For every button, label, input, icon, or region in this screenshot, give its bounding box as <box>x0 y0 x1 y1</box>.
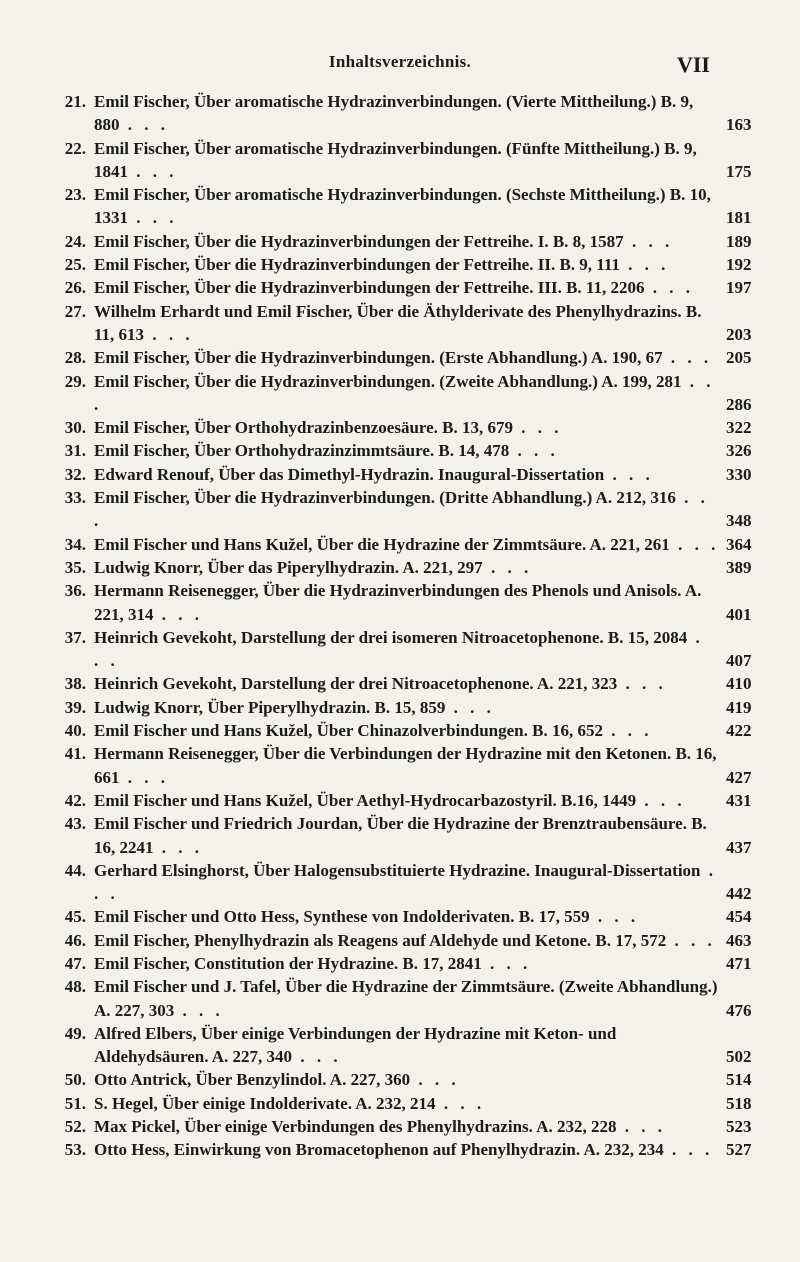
toc-entry <box>40 1022 752 1069</box>
entry-page: 471 <box>726 953 752 973</box>
entry-page: 330 <box>726 464 752 484</box>
entry-number: 43. <box>64 814 86 834</box>
entry-page: 163 <box>726 115 752 135</box>
leader-dots: . . . <box>589 907 640 927</box>
entry-title: Gerhard Elsinghorst, Über Halogensubstituierte Hydrazine. Inaugural-Dissertation <box>94 860 701 880</box>
entry-title: Emil Fischer, Phenylhydrazin als Reagens auf Aldehyde und Ketone. B. 17, 572 <box>94 930 667 950</box>
entry-number: 52. <box>64 1117 86 1137</box>
leader-dots: . . . <box>174 1000 224 1020</box>
leader-dots: . . . <box>617 674 667 694</box>
entry-page: 197 <box>726 278 752 298</box>
entry-page: 364 <box>726 534 752 554</box>
entry-page: 286 <box>726 394 752 414</box>
entry-page: 514 <box>726 1070 752 1090</box>
entry-body <box>94 719 752 742</box>
entry-body <box>94 276 752 299</box>
entry-title: Ludwig Knorr, Über das Piperylhydrazin. A. 221, 297 <box>94 557 483 577</box>
entry-number: 41. <box>64 744 86 764</box>
entry-title: Emil Fischer und Hans Kužel, Über die Hydrazine der Zimmtsäure. A. 221, 261 <box>94 534 670 554</box>
entry-title: Emil Fischer, Über Orthohydrazinbenzoesäure. B. 13, 679 <box>94 418 514 438</box>
toc-entry <box>40 463 752 486</box>
toc-entry <box>40 859 752 906</box>
entry-title: Emil Fischer und J. Tafel, Über die Hydrazine der Zimmtsäure. (Zweite Abhandlung.) A. 227, 303 <box>94 977 718 1020</box>
entry-title: Emil Fischer, Über die Hydrazinverbindungen der Fettreihe. I. B. 8, 1587 <box>94 231 624 251</box>
entry-page: 203 <box>726 324 752 344</box>
toc-entry <box>40 579 752 626</box>
entry-body <box>94 416 752 439</box>
entry-page: 427 <box>726 767 752 787</box>
entry-number: 29. <box>64 371 86 391</box>
entry-title: Emil Fischer, Über die Hydrazinverbindungen. (Erste Abhandlung.) A. 190, 67 <box>94 348 663 368</box>
leader-dots: . . . <box>153 604 203 624</box>
entry-page: 454 <box>726 907 752 927</box>
entry-number: 44. <box>64 860 86 880</box>
leader-dots: . . . <box>513 418 563 438</box>
leader-dots: . . . <box>662 348 713 368</box>
leader-dots: . . . <box>153 837 203 857</box>
toc-entry <box>40 789 752 812</box>
entry-body <box>94 439 752 462</box>
entry-body <box>94 905 752 928</box>
entry-number: 36. <box>64 581 86 601</box>
entry-body <box>94 672 752 695</box>
entry-body <box>94 137 752 184</box>
entry-number: 47. <box>64 953 86 973</box>
entry-body <box>94 300 752 347</box>
leader-dots: . . . <box>604 464 654 484</box>
toc-entry <box>40 183 752 230</box>
leader-dots: . . . <box>509 441 559 461</box>
entry-page: 422 <box>726 721 752 741</box>
entry-body <box>94 1092 752 1115</box>
leader-dots: . . . <box>94 860 717 904</box>
toc-entry <box>40 952 752 975</box>
table-of-contents <box>40 90 752 1162</box>
toc-entry <box>40 533 752 556</box>
entry-page: 527 <box>726 1140 752 1160</box>
leader-dots: . . . <box>119 115 169 135</box>
toc-entry <box>40 370 752 417</box>
entry-title: Hermann Reisenegger, Über die Verbindungen der Hydrazine mit den Ketonen. B. 16, 661 <box>94 744 717 787</box>
leader-dots: . . . <box>128 208 178 228</box>
entry-title: Heinrich Gevekoht, Darstellung der drei Nitroacetophenone. A. 221, 323 <box>94 674 618 694</box>
running-title: Inhaltsverzeichnis. <box>328 52 472 71</box>
entry-body <box>94 90 752 137</box>
toc-entry <box>40 1138 752 1161</box>
entry-body <box>94 556 752 579</box>
entry-page: 175 <box>726 161 752 181</box>
toc-entry <box>40 742 752 789</box>
toc-entry <box>40 719 752 742</box>
page-header <box>0 52 800 80</box>
entry-page: 181 <box>726 208 752 228</box>
entry-title: Wilhelm Erhardt und Emil Fischer, Über die Äthylderivate des Phenylhydrazins. B. 11, 613 <box>94 301 702 344</box>
entry-page: 476 <box>726 1000 752 1020</box>
entry-number: 45. <box>64 907 86 927</box>
leader-dots: . . . <box>602 721 653 741</box>
entry-title: Ludwig Knorr, Über Piperylhydrazin. B. 15, 859 <box>94 697 446 717</box>
entry-page: 442 <box>726 884 752 904</box>
entry-number: 40. <box>64 721 86 741</box>
toc-entry <box>40 929 752 952</box>
entry-body <box>94 1115 752 1138</box>
leader-dots: . . . <box>445 697 495 717</box>
entry-title: Max Pickel, Über einige Verbindungen des Phenylhydrazins. A. 232, 228 <box>94 1117 617 1137</box>
entry-number: 28. <box>64 348 86 368</box>
entry-page: 401 <box>726 604 752 624</box>
entry-number: 32. <box>64 464 86 484</box>
entry-number: 23. <box>64 185 86 205</box>
page-number: VII <box>676 52 710 77</box>
entry-body <box>94 952 752 975</box>
leader-dots: . . . <box>623 231 674 251</box>
entry-body <box>94 1138 752 1161</box>
entry-body <box>94 626 752 673</box>
entry-number: 53. <box>64 1140 86 1160</box>
toc-entry <box>40 416 752 439</box>
entry-title: Emil Fischer und Hans Kužel, Über Chinazolverbindungen. B. 16, 652 <box>94 721 603 741</box>
entry-page: 431 <box>726 790 752 810</box>
entry-page: 205 <box>726 348 752 368</box>
entry-number: 33. <box>64 488 86 508</box>
toc-entry <box>40 486 752 533</box>
entry-number: 51. <box>64 1093 86 1113</box>
entry-body <box>94 929 752 952</box>
leader-dots: . . . <box>94 488 709 531</box>
entry-body <box>94 463 752 486</box>
entry-number: 35. <box>64 557 86 577</box>
toc-entry <box>40 812 752 859</box>
entry-title: Emil Fischer, Über aromatische Hydrazinverbindungen. (Vierte Mittheilung.) B. 9, 880 <box>94 92 694 135</box>
leader-dots: . . . <box>616 1117 666 1137</box>
entry-number: 27. <box>64 301 86 321</box>
leader-dots: . . . <box>636 790 686 810</box>
entry-body <box>94 346 752 369</box>
entry-title: S. Hegel, Über einige Indolderivate. A. 232, 214 <box>94 1093 436 1113</box>
entry-page: 463 <box>726 930 752 950</box>
entry-title: Edward Renouf, Über das Dimethyl-Hydrazin. Inaugural-Dissertation <box>94 464 605 484</box>
entry-body <box>94 812 752 859</box>
entry-title: Emil Fischer, Über die Hydrazinverbindungen. (Zweite Abhandlung.) A. 199, 281 <box>94 371 682 391</box>
entry-number: 34. <box>64 534 86 554</box>
leader-dots: . . . <box>619 255 670 275</box>
toc-entry <box>40 300 752 347</box>
entry-body <box>94 253 752 276</box>
leader-dots: . . . <box>435 1093 486 1113</box>
entry-body <box>94 975 752 1022</box>
entry-number: 26. <box>64 278 86 298</box>
toc-entry <box>40 696 752 719</box>
entry-title: Emil Fischer und Hans Kužel, Über Aethyl-Hydrocarbazostyril. B.16, 1449 <box>94 790 637 810</box>
entry-page: 322 <box>726 418 752 438</box>
entry-title: Emil Fischer und Otto Hess, Synthese von Indolderivaten. B. 17, 559 <box>94 907 590 927</box>
entry-page: 410 <box>726 674 752 694</box>
entry-title: Emil Fischer, Über die Hydrazinverbindungen. (Dritte Abhandlung.) A. 212, 316 <box>94 488 676 508</box>
toc-entry <box>40 975 752 1022</box>
entry-number: 48. <box>64 977 86 997</box>
entry-page: 407 <box>726 651 752 671</box>
entry-page: 189 <box>726 231 752 251</box>
leader-dots: . . . <box>94 371 715 414</box>
leader-dots: . . . <box>144 324 194 344</box>
entry-number: 30. <box>64 418 86 438</box>
entry-page: 419 <box>726 697 752 717</box>
toc-entry <box>40 346 752 369</box>
entry-title: Emil Fischer und Friedrich Jourdan, Über die Hydrazine der Brenztraubensäure. B. 16, 2241 <box>94 814 707 857</box>
entry-page: 389 <box>726 557 752 577</box>
toc-entry <box>40 1068 752 1091</box>
entry-title: Emil Fischer, Über aromatische Hydrazinverbindungen. (Sechste Mittheilung.) B. 10, 1331 <box>94 185 711 228</box>
entry-body <box>94 486 752 533</box>
entry-page: 192 <box>726 255 752 275</box>
leader-dots: . . . <box>663 1140 714 1160</box>
entry-body <box>94 789 752 812</box>
leader-dots: . . . <box>128 161 178 181</box>
leader-dots: . . . <box>666 930 716 950</box>
entry-page: 502 <box>726 1047 752 1067</box>
leader-dots: . . . <box>644 278 694 298</box>
entry-title: Emil Fischer, Über aromatische Hydrazinverbindungen. (Fünfte Mittheilung.) B. 9, 1841 <box>94 138 697 181</box>
entry-title: Otto Antrick, Über Benzylindol. A. 227, 360 <box>94 1070 411 1090</box>
entry-number: 39. <box>64 697 86 717</box>
leader-dots: . . . <box>94 627 704 671</box>
entry-page: 348 <box>726 511 752 531</box>
entry-body <box>94 370 752 417</box>
entry-title: Emil Fischer, Über die Hydrazinverbindungen der Fettreihe. III. B. 11, 2206 <box>94 278 645 298</box>
entry-title: Emil Fischer, Constitution der Hydrazine. B. 17, 2841 <box>94 953 482 973</box>
entry-page: 523 <box>726 1117 752 1137</box>
entry-page: 437 <box>726 837 752 857</box>
toc-entry <box>40 672 752 695</box>
entry-body <box>94 579 752 626</box>
leader-dots: . . . <box>482 557 533 577</box>
toc-entry <box>40 1092 752 1115</box>
leader-dots: . . . <box>669 534 720 554</box>
entry-page: 326 <box>726 441 752 461</box>
toc-entry <box>40 90 752 137</box>
toc-entry <box>40 137 752 184</box>
entry-body <box>94 183 752 230</box>
entry-title: Hermann Reisenegger, Über die Hydrazinverbindungen des Phenols und Anisols. A. 221, 314 <box>94 581 702 624</box>
entry-number: 46. <box>64 930 86 950</box>
entry-title: Otto Hess, Einwirkung von Bromacetophenon auf Phenylhydrazin. A. 232, 234 <box>94 1140 664 1160</box>
entry-title: Heinrich Gevekoht, Darstellung der drei isomeren Nitroacetophenone. B. 15, 2084 <box>94 627 688 647</box>
entry-number: 24. <box>64 231 86 251</box>
entry-number: 50. <box>64 1070 86 1090</box>
leader-dots: . . . <box>292 1047 342 1067</box>
entry-page: 518 <box>726 1093 752 1113</box>
toc-entry <box>40 1115 752 1138</box>
toc-entry <box>40 626 752 673</box>
entry-title: Emil Fischer, Über Orthohydrazinzimmtsäure. B. 14, 478 <box>94 441 510 461</box>
entry-title: Alfred Elbers, Über einige Verbindungen der Hydrazine mit Keton- und Aldehydsäuren. A. 227, 340 <box>94 1023 617 1067</box>
entry-body <box>94 696 752 719</box>
entry-number: 22. <box>64 138 86 158</box>
entry-number: 21. <box>64 92 86 111</box>
entry-number: 49. <box>64 1023 86 1043</box>
leader-dots: . . . <box>119 767 169 787</box>
entry-body <box>94 1068 752 1091</box>
entry-number: 42. <box>64 790 86 810</box>
toc-entry <box>40 276 752 299</box>
entry-body <box>94 533 752 556</box>
toc-entry <box>40 439 752 462</box>
entry-body <box>94 1022 752 1069</box>
entry-number: 31. <box>64 441 86 461</box>
entry-title: Emil Fischer, Über die Hydrazinverbindungen der Fettreihe. II. B. 9, 111 <box>94 255 620 275</box>
entry-number: 38. <box>64 674 86 694</box>
toc-entry <box>40 230 752 253</box>
toc-entry <box>40 905 752 928</box>
leader-dots: . . . <box>410 1070 460 1090</box>
entry-body <box>94 859 752 906</box>
entry-number: 37. <box>64 627 86 647</box>
toc-entry <box>40 556 752 579</box>
entry-number: 25. <box>64 255 86 275</box>
entry-body <box>94 742 752 789</box>
entry-body <box>94 230 752 253</box>
toc-entry <box>40 253 752 276</box>
leader-dots: . . . <box>481 953 532 973</box>
